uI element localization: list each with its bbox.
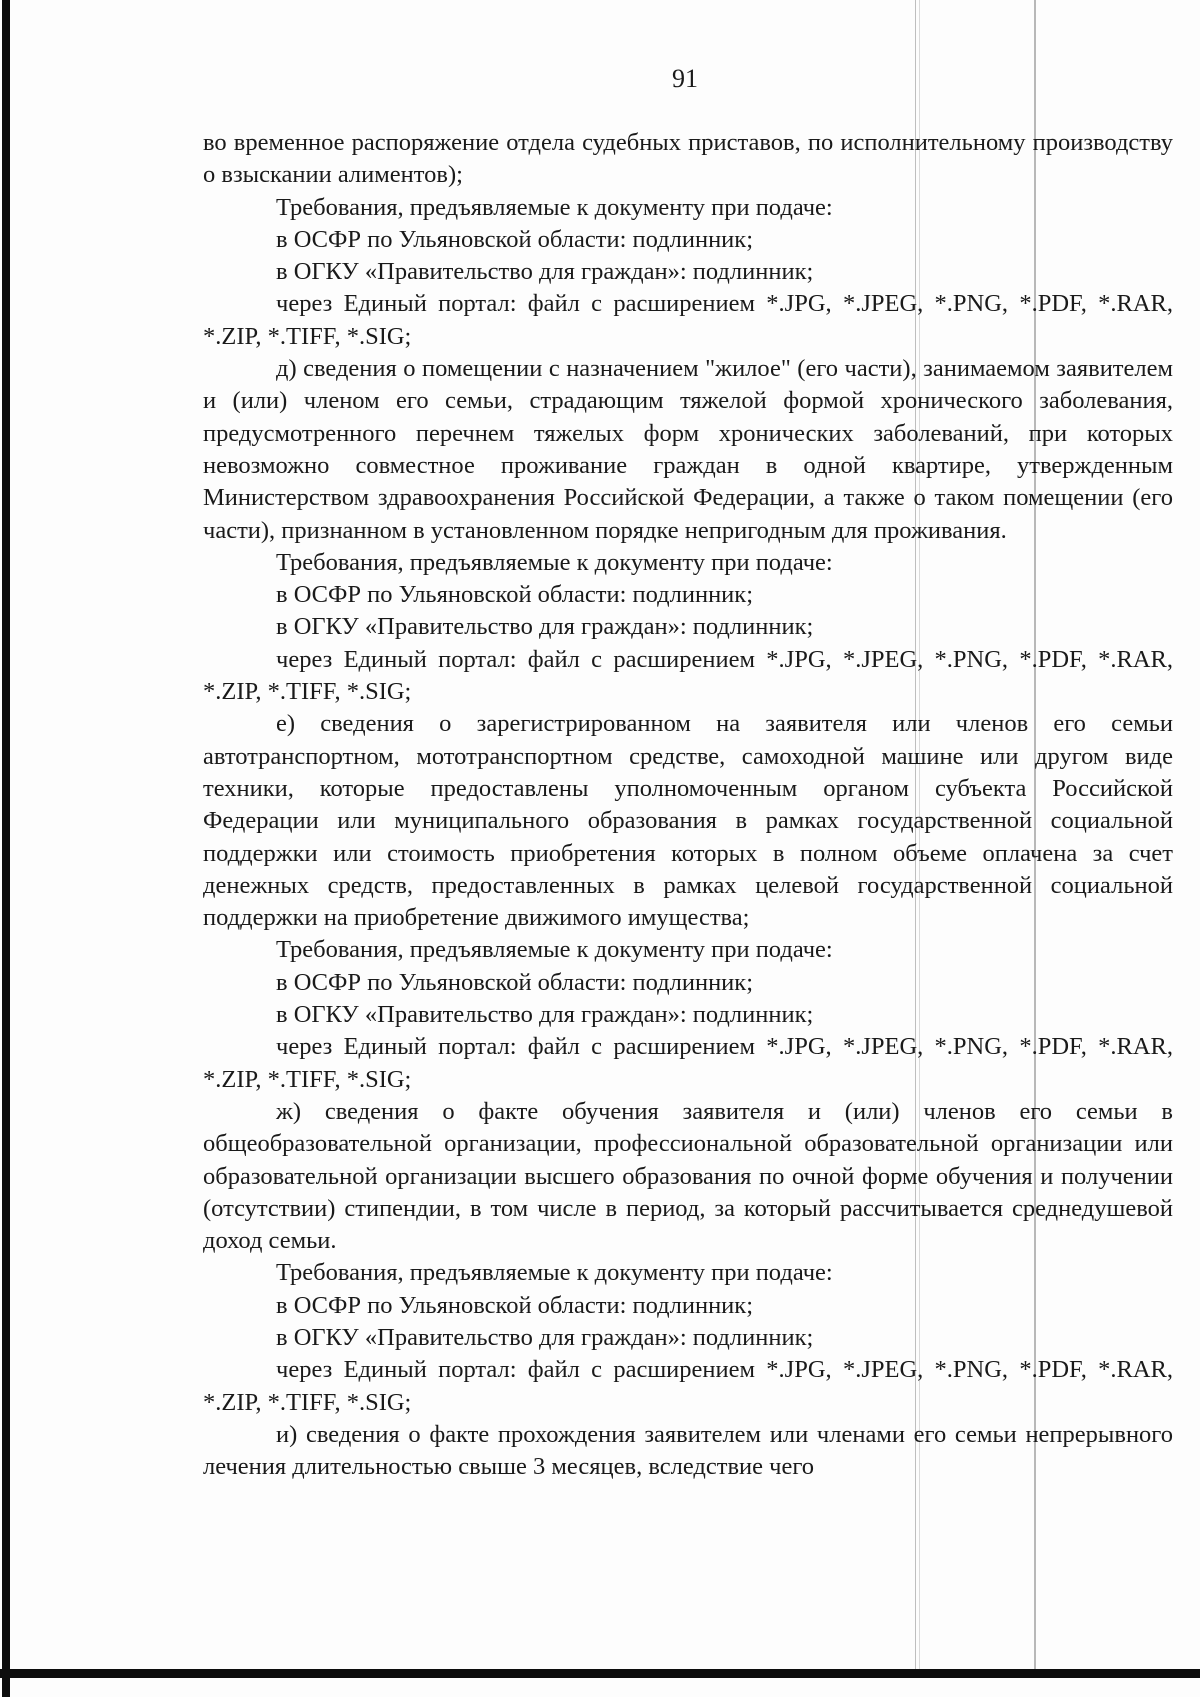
requirements-heading: Требования, предъявляемые к документу при подаче: xyxy=(276,936,833,964)
requirement-item: в ОСФР по Ульяновской области: подлинник; xyxy=(276,581,754,609)
requirements-heading: Требования, предъявляемые к документу при подаче: xyxy=(276,548,833,576)
requirement-item: в ОГКУ «Правительство для граждан»: подлинник; xyxy=(276,1323,814,1351)
page-number: 91 xyxy=(672,64,698,93)
paragraph-d: д) сведения о помещении с назначением "жилое" (его части), занимаемом заявителем и (или) членом его семьи, страдающим тяжелой формой хронического заболевания, предусмотренного перечнем тяжелых форм хронических заболеваний, при которых невозможно совместное проживание граждан в одной квартире, утвержденным Министерством здравоохранения Российской Федерации, а также о таком помещении (его части), признанном в установленном порядке непригодным для проживания. xyxy=(203,355,1173,544)
paragraph-e: е) сведения о зарегистрированном на заявителя или членов его семьи автотранспортном, мототранспортном средстве, самоходной машине или другом виде техники, которые предоставлены уполномоченным органом субъекта Российской Федерации или муниципального образования в рамках государственной социальной поддержки или стоимость приобретения которых в полном объеме оплачена за счет денежных средств, предоставленных в рамках целевой государственной социальной поддержки на приобретение движимого имущества; xyxy=(203,710,1173,932)
requirement-item: в ОСФР по Ульяновской области: подлинник; xyxy=(276,968,754,996)
requirements-heading: Требования, предъявляемые к документу при подаче: xyxy=(276,1259,833,1287)
requirement-item: в ОСФР по Ульяновской области: подлинник; xyxy=(276,1291,754,1319)
paragraph: во временное распоряжение отдела судебных приставов, по исполнительному производству о взыскании алиментов); xyxy=(203,129,1173,189)
scan-border-left xyxy=(2,0,10,1697)
requirement-item: в ОСФР по Ульяновской области: подлинник; xyxy=(276,225,754,253)
requirement-item: в ОГКУ «Правительство для граждан»: подлинник; xyxy=(276,613,814,641)
requirement-item: через Единый портал: файл с расширением *.JPG, *.JPEG, *.PNG, *.PDF, *.RAR, *.ZIP, *.TIFF, *.SIG; xyxy=(203,1033,1173,1093)
requirement-item: через Единый портал: файл с расширением *.JPG, *.JPEG, *.PNG, *.PDF, *.RAR, *.ZIP, *.TIFF, *.SIG; xyxy=(203,1356,1173,1416)
document-body xyxy=(203,127,1173,1483)
requirement-item: через Единый портал: файл с расширением *.JPG, *.JPEG, *.PNG, *.PDF, *.RAR, *.ZIP, *.TIFF, *.SIG; xyxy=(203,645,1173,706)
paragraph-zh: ж) сведения о факте обучения заявителя и (или) членов его семьи в общеобразовательной организации, профессиональной образовательной организации или образовательной организации высшего образования по очной форме обучения и получении (отсутствии) стипендии, в том числе в период, за который рассчитывается среднедушевой доход семьи. xyxy=(203,1097,1173,1255)
requirement-item: в ОГКУ «Правительство для граждан»: подлинник; xyxy=(276,258,814,286)
requirements-heading: Требования, предъявляемые к документу при подаче: xyxy=(276,193,833,221)
requirement-item: в ОГКУ «Правительство для граждан»: подлинник; xyxy=(276,1001,814,1029)
paragraph-i: и) сведения о факте прохождения заявителем или членами его семьи непрерывного лечения длительностью свыше 3 месяцев, вследствие чего xyxy=(203,1420,1173,1481)
scan-border-bottom xyxy=(0,1669,1200,1678)
requirement-item: через Единый портал: файл с расширением *.JPG, *.JPEG, *.PNG, *.PDF, *.RAR, *.ZIP, *.TIFF, *.SIG; xyxy=(203,290,1173,350)
